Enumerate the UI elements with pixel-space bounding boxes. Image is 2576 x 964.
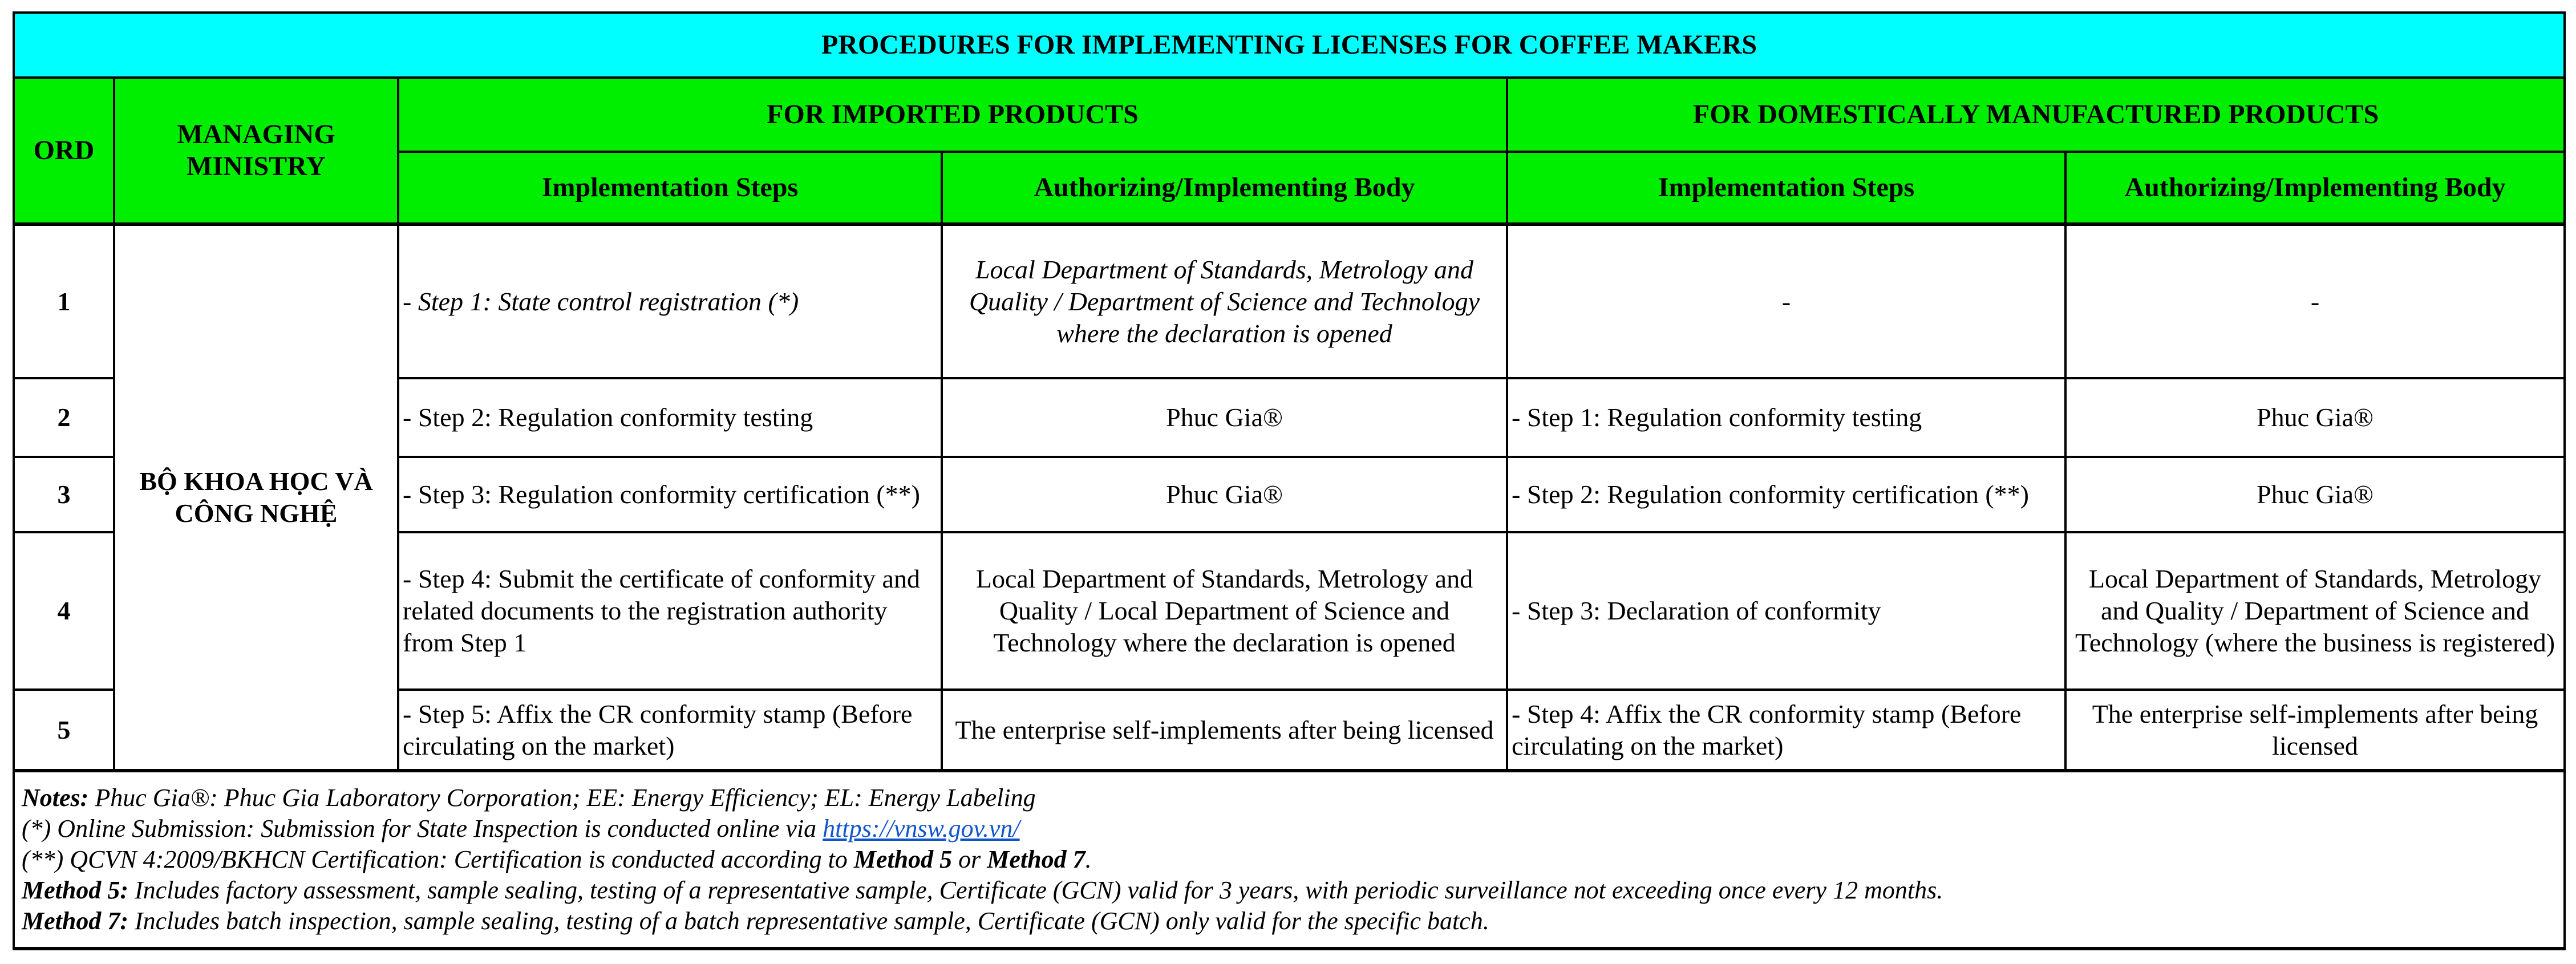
imported-step: - Step 4: Submit the certificate of conformity and related documents to the registration authority from Step 1: [398, 532, 942, 690]
licensing-procedures-table: [13, 11, 2566, 950]
header-domestic-steps: Implementation Steps: [1507, 152, 2065, 224]
method7-text: Includes batch inspection, sample sealing, testing of a batch representative sample, Certificate (GCN) only valid for the specific batch.: [128, 907, 1489, 935]
domestic-body: -: [2065, 224, 2565, 378]
note-end: .: [1085, 845, 1092, 873]
header-imported-steps: Implementation Steps: [398, 152, 942, 224]
domestic-body: Phuc Gia®: [2065, 457, 2565, 532]
imported-step: - Step 1: State control registration (*): [398, 224, 942, 378]
imported-step: - Step 2: Regulation conformity testing: [398, 378, 942, 457]
imported-body: Phuc Gia®: [942, 378, 1507, 457]
domestic-step: - Step 3: Declaration of conformity: [1507, 532, 2065, 690]
row-ord: 3: [14, 457, 114, 532]
method5-text: Includes factory assessment, sample sealing, testing of a representative sample, Certificate (GCN) valid for 3 years, with periodic surveillance not exceeding once every 12 months.: [128, 876, 1943, 904]
domestic-body: Local Department of Standards, Metrology and Quality / Department of Science and Technology (where the business is registered): [2065, 532, 2565, 690]
imported-step: - Step 5: Affix the CR conformity stamp (Before circulating on the market): [398, 690, 942, 771]
header-ministry: MANAGING MINISTRY: [114, 78, 398, 224]
method5-label: Method 5:: [22, 876, 128, 904]
method7-ref: Method 7: [987, 845, 1086, 873]
method5-ref: Method 5: [853, 845, 953, 873]
note-line: [22, 875, 2557, 906]
domestic-step: - Step 4: Affix the CR conformity stamp (Before circulating on the market): [1507, 690, 2065, 771]
note-line: [22, 844, 2557, 875]
imported-step: - Step 3: Regulation conformity certification (**): [398, 457, 942, 532]
row-ord: 1: [14, 224, 114, 378]
header-imported: FOR IMPORTED PRODUCTS: [398, 78, 1507, 152]
row-ord: 5: [14, 690, 114, 771]
domestic-body: Phuc Gia®: [2065, 378, 2565, 457]
method7-label: Method 7:: [22, 907, 128, 935]
imported-body: Local Department of Standards, Metrology and Quality / Department of Science and Technology where the declaration is opened: [942, 224, 1507, 378]
table-title: PROCEDURES FOR IMPLEMENTING LICENSES FOR COFFEE MAKERS: [14, 13, 2565, 78]
domestic-step: -: [1507, 224, 2065, 378]
domestic-body: The enterprise self-implements after being licensed: [2065, 690, 2565, 771]
imported-body: The enterprise self-implements after being licensed: [942, 690, 1507, 771]
imported-body: Phuc Gia®: [942, 457, 1507, 532]
header-domestic-body: Authorizing/Implementing Body: [2065, 152, 2565, 224]
note-star2-text: (**) QCVN 4:2009/BKHCN Certification: Certification is conducted according to: [22, 845, 854, 873]
notes-text: Phuc Gia®: Phuc Gia Laboratory Corporation; EE: Energy Efficiency; EL: Energy Labeling: [88, 784, 1036, 812]
note-line: [22, 813, 2557, 844]
domestic-step: - Step 2: Regulation conformity certification (**): [1507, 457, 2065, 532]
table-row: [14, 224, 2565, 378]
managing-ministry: BỘ KHOA HỌC VÀ CÔNG NGHỆ: [114, 224, 398, 771]
header-ord: ORD: [14, 78, 114, 224]
notes-label: Notes:: [22, 784, 89, 812]
row-ord: 2: [14, 378, 114, 457]
note-or: or: [952, 845, 987, 873]
notes-section: [14, 771, 2565, 949]
note-line: [22, 906, 2557, 937]
note-star1-text: (*) Online Submission: Submission for State Inspection is conducted online via: [22, 815, 823, 843]
row-ord: 4: [14, 532, 114, 690]
domestic-step: - Step 1: Regulation conformity testing: [1507, 378, 2065, 457]
note-line: [22, 783, 2557, 813]
vnsw-link[interactable]: https://vnsw.gov.vn/: [823, 815, 1020, 843]
imported-body: Local Department of Standards, Metrology and Quality / Local Department of Science and Technology where the declaration is opened: [942, 532, 1507, 690]
header-domestic: FOR DOMESTICALLY MANUFACTURED PRODUCTS: [1507, 78, 2565, 152]
header-imported-body: Authorizing/Implementing Body: [942, 152, 1507, 224]
